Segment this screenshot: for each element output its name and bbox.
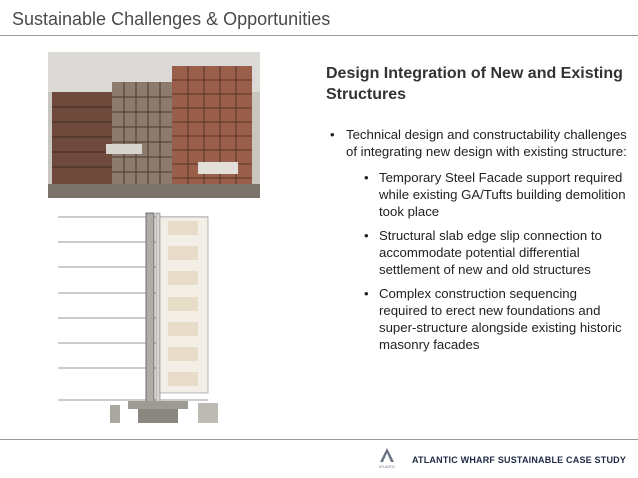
bullet-list: [312, 126, 628, 353]
footer-divider: [0, 439, 638, 440]
bullet-main-text: Technical design and constructability challenges of integrating new design with existing structure:: [346, 127, 627, 159]
section-heading: Design Integration of New and Existing Structures: [326, 65, 623, 103]
svg-text:ATLANTIC: ATLANTIC: [378, 465, 396, 469]
sub-bullet: [312, 227, 628, 278]
construction-photo: [48, 52, 260, 198]
sub-bullet-text: Complex construction sequencing required to erect new foundations and super-structure alongside existing historic masonry facades: [379, 286, 622, 352]
slide-title: Sustainable Challenges & Opportunities: [12, 9, 331, 29]
footer-text: ATLANTIC WHARF SUSTAINABLE CASE STUDY: [412, 455, 627, 465]
header-divider: [0, 35, 638, 36]
atlantic-logo: [376, 446, 398, 472]
bullet-dot: •: [364, 228, 369, 243]
sub-bullet: [312, 285, 628, 353]
sub-bullet-text: Temporary Steel Facade support required while existing GA/Tufts building demolition took place: [379, 170, 626, 219]
bullet-dot: •: [330, 127, 335, 142]
bullet-dot: •: [364, 286, 369, 301]
sub-bullet-text: Structural slab edge slip connection to accommodate potential differential settlement of new and old structures: [379, 228, 602, 277]
sub-bullet: [312, 169, 628, 220]
structural-section-drawing: [48, 205, 248, 427]
bullet-main: [312, 126, 628, 160]
bullet-dot: •: [364, 170, 369, 185]
